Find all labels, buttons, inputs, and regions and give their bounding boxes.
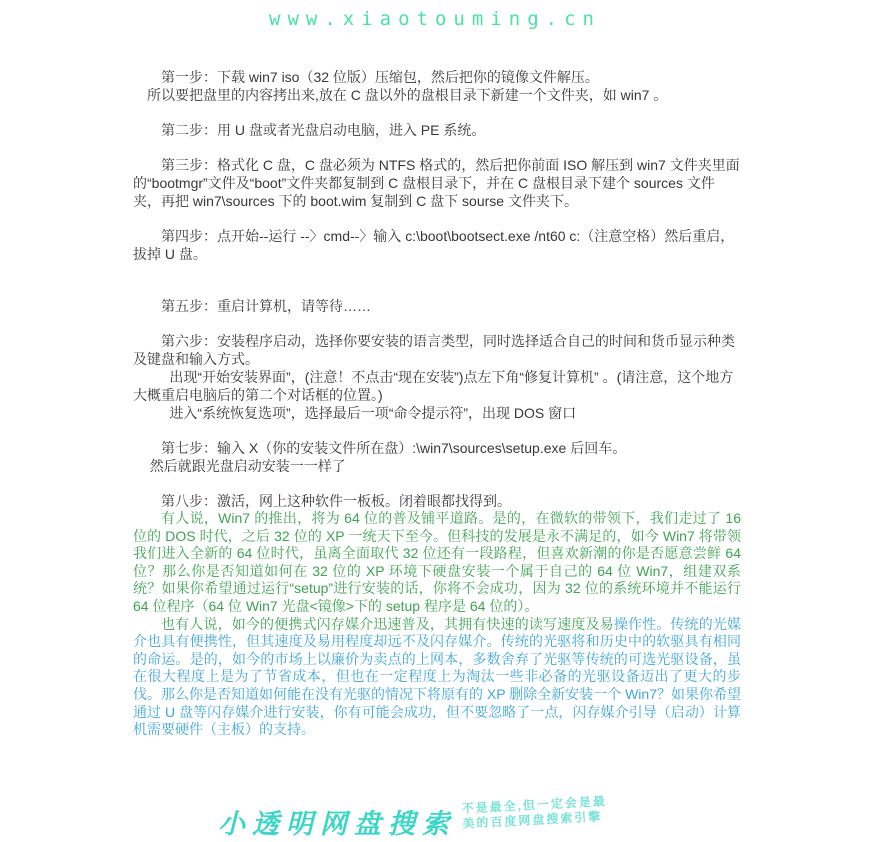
essay-paragraph-2 [133,616,741,739]
footer-slogan-line-1: 不是最全,但一定会是最 [461,794,608,816]
step-7-continuation: 然后就跟光盘启动安装一一样了 [149,458,346,474]
step-4-text: 第四步：点开始--运行 --〉cmd--〉输入 c:\boot\bootsect.exe /nt60 c:（注意空格）然后重启，拔掉 U 盘。 [133,228,735,262]
essay-paragraph-1: 有人说，Win7 的推出，将为 64 位的普及铺平道路。是的，在微软的带领下，我们走过了 16 位的 DOS 时代，之后 32 位的 XP 一统天下至今。但科技的发展是永不满足的，如今 Win7 将带领我们进入全新的 64 位时代，虽离全面取代 32 位还有一段路程，但喜欢新潮的你是否愿意尝鲜 64 位？那么你是否知道如何在 32 位的 XP 环境下硬盘安装一个属于自己的 64 位 Win7，组建双系统？如果你希望通过运行“setup”进行安装的话，你将不会成功，因为 32 位的系统环境并不能运行 64 位程序（64 位 Win7 光盘<镜像>下的 setup 程序是 64 位的）。 [133,510,741,614]
site-url-watermark: www.xiaotouming.cn [269,8,601,30]
step-3-text: 第三步：格式化 C 盘，C 盘必须为 NTFS 格式的，然后把你前面 ISO 解压到 win7 文件夹里面的“bootmgr”文件及“boot”文件夹都复制到 C 盘根目录下，并在 C 盘根目录下建个 sources 文件夹，再把 win7\sources 下的 boot.wim 复制到 C 盘下 sourse 文件夹下。 [133,157,740,209]
install-steps-section [133,68,741,510]
footer-brand-logo: 小透明网盘搜索 [218,809,456,839]
step-6-continuation-2: 进入“系统恢复选项”，选择最后一项“命令提示符”，出现 DOS 窗口 [169,405,577,421]
step-7-text: 第七步：输入 X（你的安装文件所在盘）:\win7\sources\setup.exe 后回车。 [161,440,627,456]
step-6-text: 第六步：安装程序启动，选择你要安装的语言类型，同时选择适合自己的时间和货币显示种类及键盘和输入方式。 [133,333,735,367]
footer-slogan-line-2: 美的百度网盘搜索引擎 [462,809,603,831]
essay-paragraph-2-blue-part: 操作性。传统的光媒介也具有便携性，但其速度及易用程度却远不及闪存媒介。传统的光驱将和历史中的软驱具有相同的命运。是的，如今的市场上以廉价为卖点的上网本，多数舍弃了光驱等传统的可选光驱设备，虽在很大程度上是为了节省成本，但也在一定程度上为淘汰一些非必备的光驱设备迈出了更大的步伐。那么你是否知道如何能在没有光驱的情况下将原有的 XP 删除全新安装一个 Win7？如果你希望通过 U 盘等闪存媒介进行安装，你有可能会成功，但不要忽略了一点，闪存媒介引导（启动）计算机需要硬件（主板）的支持。 [133,615,742,738]
step-1-text: 第一步：下载 win7 iso（32 位版）压缩包，然后把你的镜像文件解压。 [161,69,599,85]
footer-slogan [461,794,608,832]
step-5-text: 第五步：重启计算机，请等待…… [161,298,371,314]
essay-section [133,510,741,739]
footer [0,794,870,842]
essay-paragraph-2-green-part: 也有人说，如今的便携式闪存媒介迅速普及，其拥有快速的读写速度及易 [161,615,614,632]
step-6-continuation-1: 出现“开始安装界面”，(注意！不点击“现在安装”)点左下角“修复计算机” 。(请注意，这个地方大概重启电脑后的第二个对话框的位置。) [133,369,734,403]
step-8-text: 第八步：激活，网上这种软件一板板。闭着眼都找得到。 [161,493,511,509]
step-2-text: 第二步：用 U 盘或者光盘启动电脑，进入 PE 系统。 [161,122,486,138]
step-1-continuation: 所以要把盘里的内容拷出来,放在 C 盘以外的盘根目录下新建一个文件夹，如 win7 。 [147,87,668,103]
